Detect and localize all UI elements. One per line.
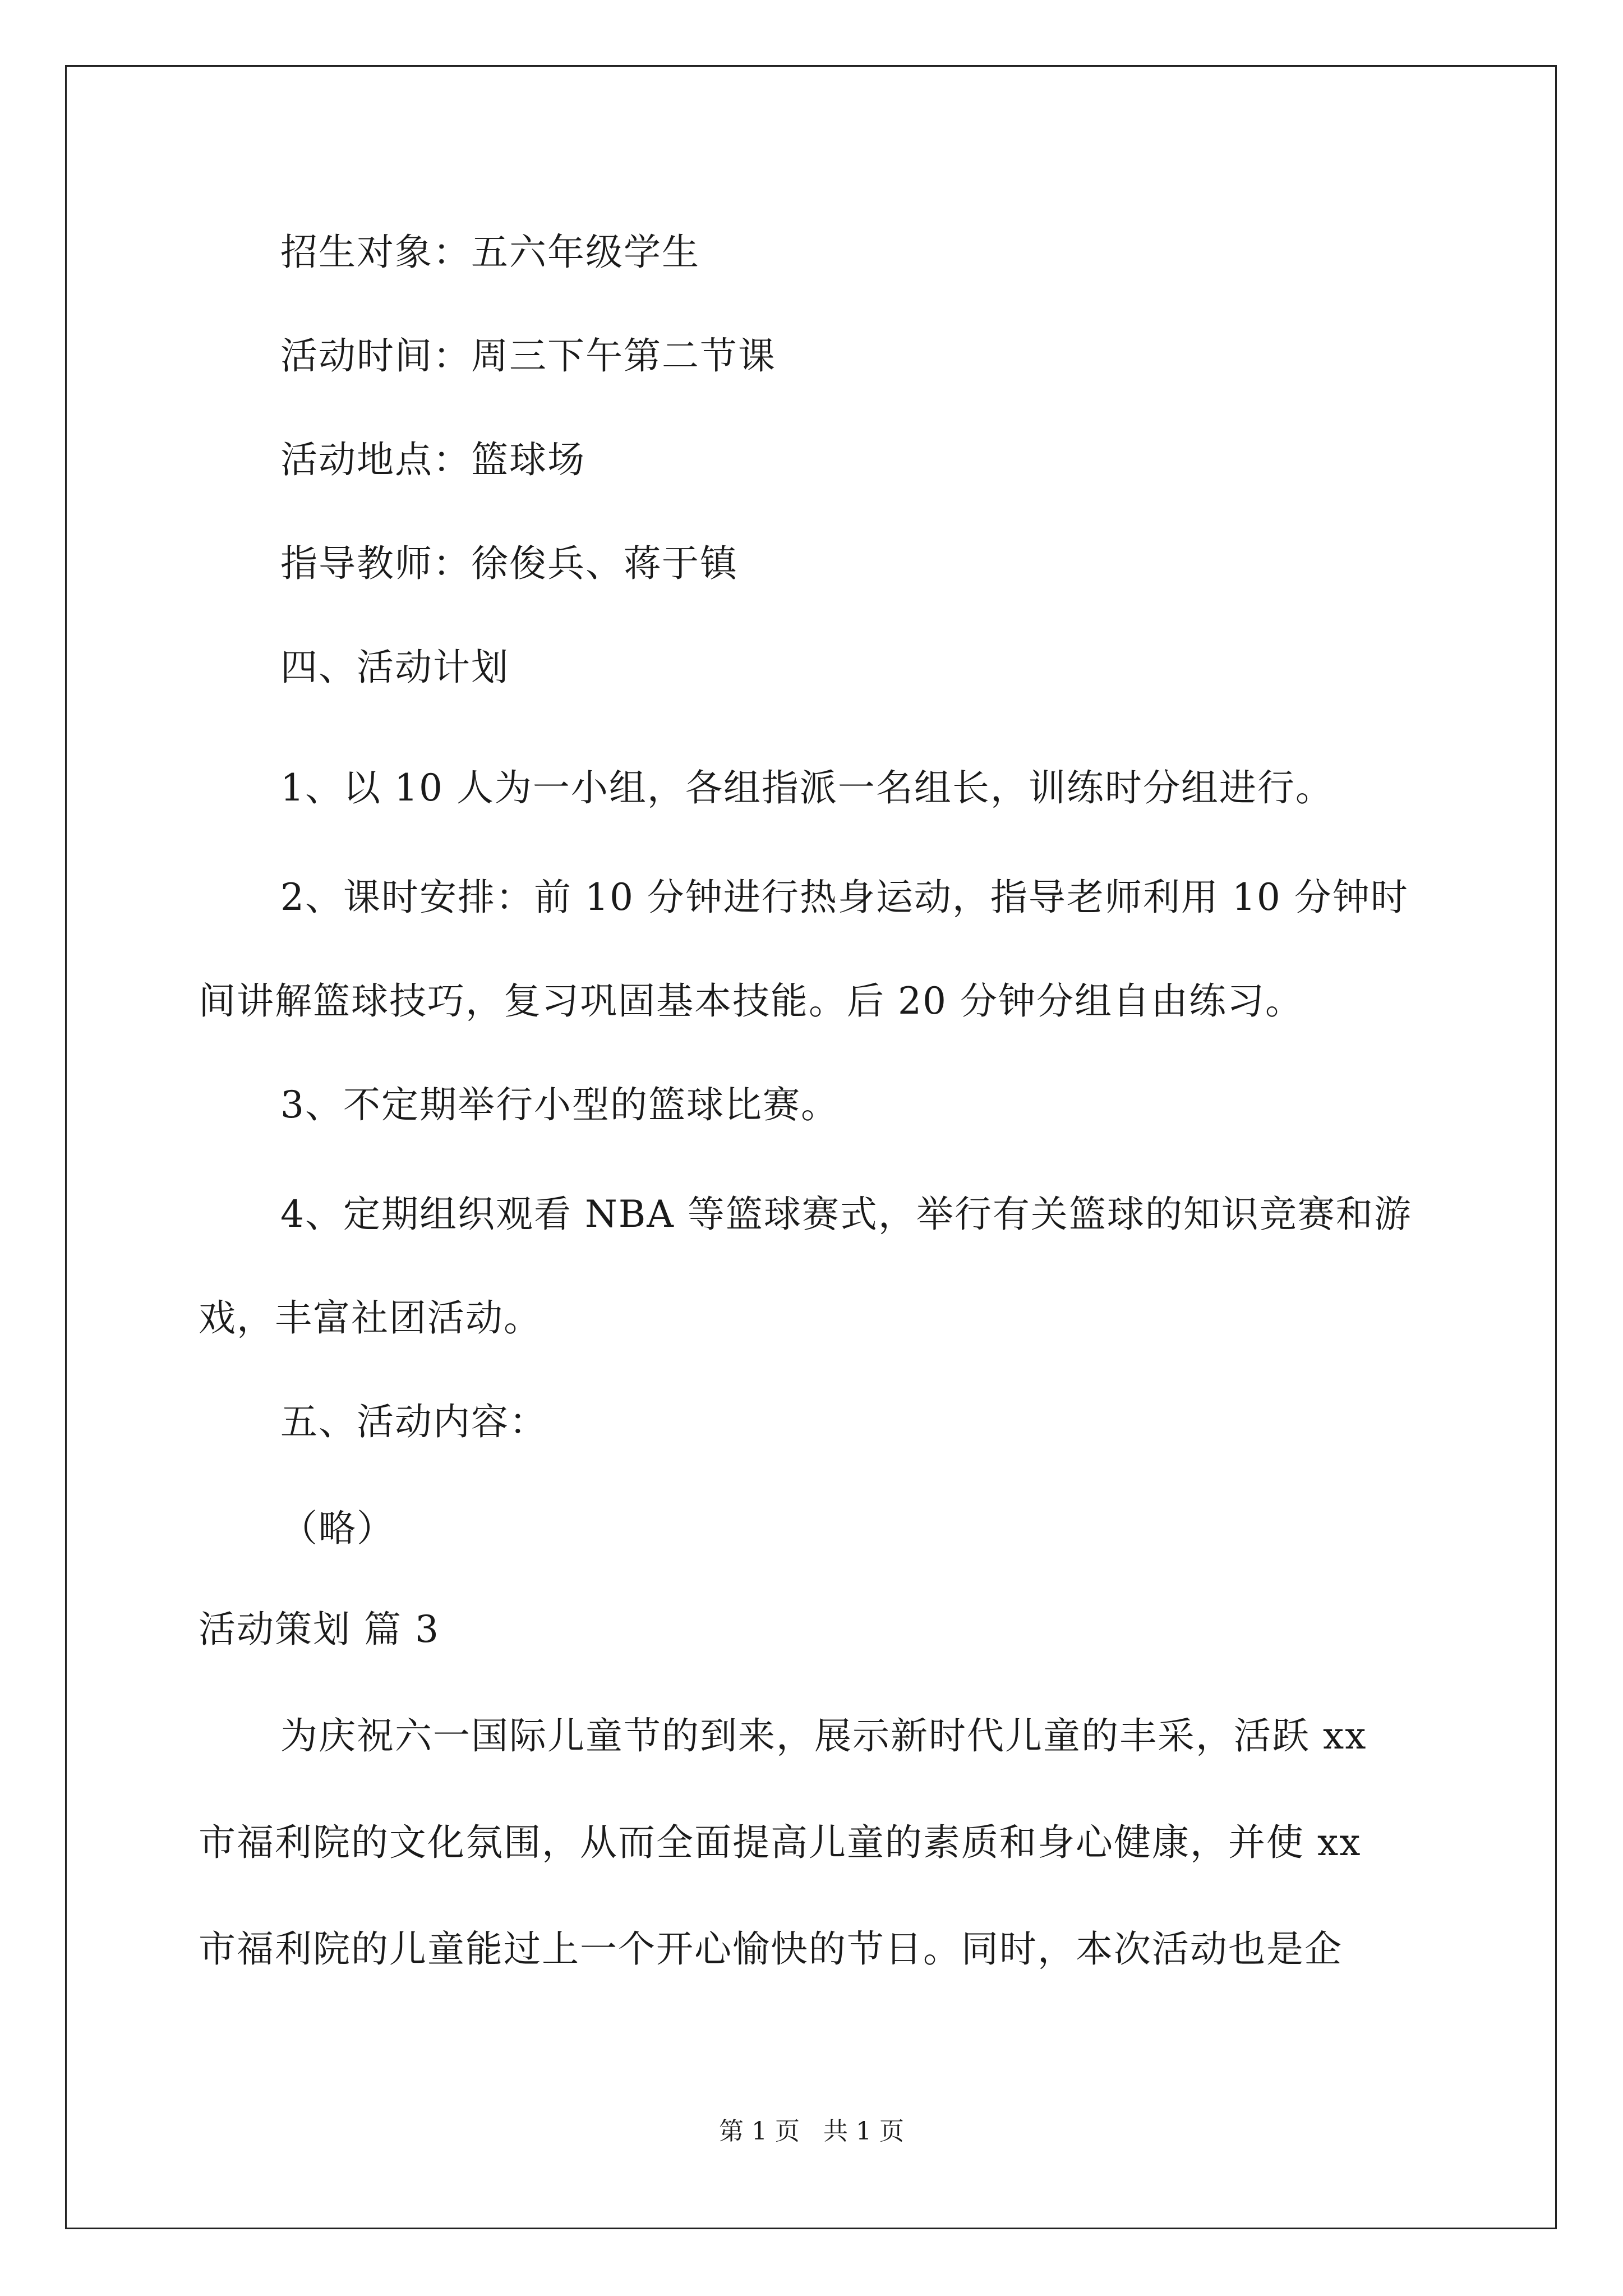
plan-item-3: 3、不定期举行小型的篮球比赛。: [280, 1083, 839, 1126]
section-title-plan-3: 活动策划 篇 3: [199, 1608, 440, 1651]
instructor-line: 指导教师：徐俊兵、蒋于镇: [280, 542, 738, 585]
plan-item-4-line-2: 戏，丰富社团活动。: [199, 1296, 542, 1340]
paragraph-line-1: 为庆祝六一国际儿童节的到来，展示新时代儿童的丰采，活跃 xx: [280, 1714, 1367, 1757]
plan-item-1: 1、以 10 人为一小组，各组指派一名组长，训练时分组进行。: [280, 766, 1334, 809]
activity-location-line: 活动地点：篮球场: [280, 438, 585, 481]
plan-item-2-line-2: 间讲解篮球技巧，复习巩固基本技能。后 20 分钟分组自由练习。: [199, 979, 1303, 1023]
section-heading-content: 五、活动内容：: [280, 1400, 547, 1443]
section-heading-plan: 四、活动计划: [280, 646, 509, 689]
content-omitted: （略）: [280, 1507, 395, 1550]
plan-item-2-line-1: 2、课时安排：前 10 分钟进行热身运动，指导老师利用 10 分钟时: [280, 876, 1409, 919]
page-border: [65, 65, 1557, 2229]
page-number-footer: 第 1 页 共 1 页: [719, 2117, 904, 2146]
paragraph-line-3: 市福利院的儿童能过上一个开心愉快的节日。同时，本次活动也是企: [199, 1927, 1343, 1971]
enrollment-target-line: 招生对象：五六年级学生: [280, 231, 700, 274]
plan-item-4-line-1: 4、定期组织观看 NBA 等篮球赛式，举行有关篮球的知识竞赛和游: [280, 1193, 1412, 1236]
paragraph-line-2: 市福利院的文化氛围，从而全面提高儿童的素质和身心健康，并使 xx: [199, 1821, 1362, 1864]
activity-time-line: 活动时间：周三下午第二节课: [280, 334, 776, 378]
